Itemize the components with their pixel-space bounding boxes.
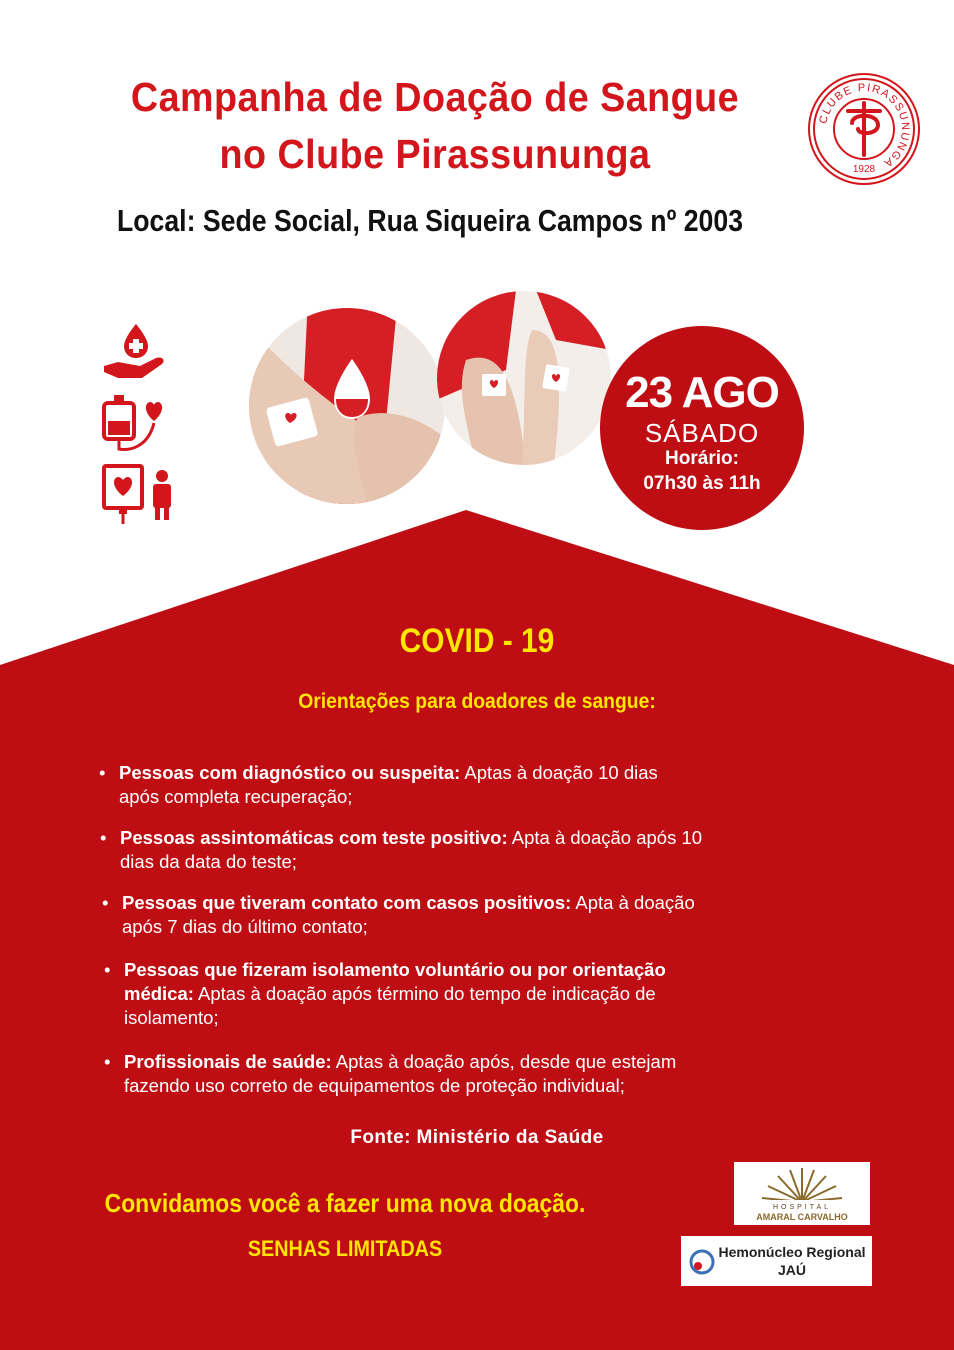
svg-text:1928: 1928	[852, 164, 876, 175]
invite-text: Convidamos você a fazer uma nova doação.	[104, 1188, 586, 1218]
blood-drop-hand-icon	[100, 322, 172, 382]
event-date: 23 AGO	[625, 368, 779, 417]
list-item: • Pessoas assintomáticas com teste positivo: Apta à doação após 10 dias da data do teste;	[100, 827, 703, 872]
location-text: Local: Sede Social, Rua Siqueira Campos nº 2003	[116, 203, 744, 238]
hemonucleo-symbol-icon	[687, 1242, 717, 1282]
iv-bag-person-icon	[100, 462, 176, 526]
event-weekday: SÁBADO	[644, 418, 760, 448]
event-date-badge	[600, 326, 804, 530]
title-line-2: no Clube Pirassununga	[219, 131, 651, 177]
club-logo-seal	[808, 73, 920, 185]
limited-slots-text: SENHAS LIMITADAS	[247, 1236, 443, 1261]
svg-text:CLUBE PIRASSUNUNGA: CLUBE PIRASSUNUNGA	[817, 81, 912, 170]
title-line-1: Campanha de Doação de Sangue	[130, 74, 740, 120]
event-hours: 07h30 às 11h	[643, 473, 761, 494]
hospital-amaral-carvalho-logo	[734, 1162, 870, 1225]
covid-subtitle: Orientações para doadores de sangue:	[298, 690, 656, 713]
list-item: • Pessoas com diagnóstico ou suspeita: Aptas à doação 10 dias após completa recuperação;	[99, 762, 658, 807]
event-hours-label: Horário:	[665, 448, 739, 469]
blood-bag-heart-icon	[100, 393, 172, 453]
covid-title: COVID - 19	[399, 622, 555, 660]
source-text: Fonte: Ministério da Saúde	[350, 1127, 604, 1148]
list-item: • Pessoas que fizeram isolamento voluntário ou por orientação médica: Aptas à doação após término do tempo de indicação de isolamento;	[104, 959, 666, 1028]
hospital-name: AMARAL CARVALHO	[756, 1212, 848, 1222]
list-item: • Pessoas que tiveram contato com casos positivos: Apta à doação após 7 dias do último contato;	[102, 892, 695, 937]
list-item: • Profissionais de saúde: Aptas à doação após, desde que estejam fazendo uso correto de equipamentos de proteção individual;	[104, 1051, 677, 1096]
blood-donation-photo-2	[436, 290, 612, 466]
hemonucleo-city: JAÚ	[777, 1262, 806, 1278]
blood-donation-photo-1	[248, 307, 446, 505]
hospital-label: HOSPITAL	[772, 1204, 832, 1211]
hemonucleo-name: Hemonúcleo Regional	[718, 1244, 866, 1260]
hemonucleo-logo	[681, 1236, 872, 1286]
